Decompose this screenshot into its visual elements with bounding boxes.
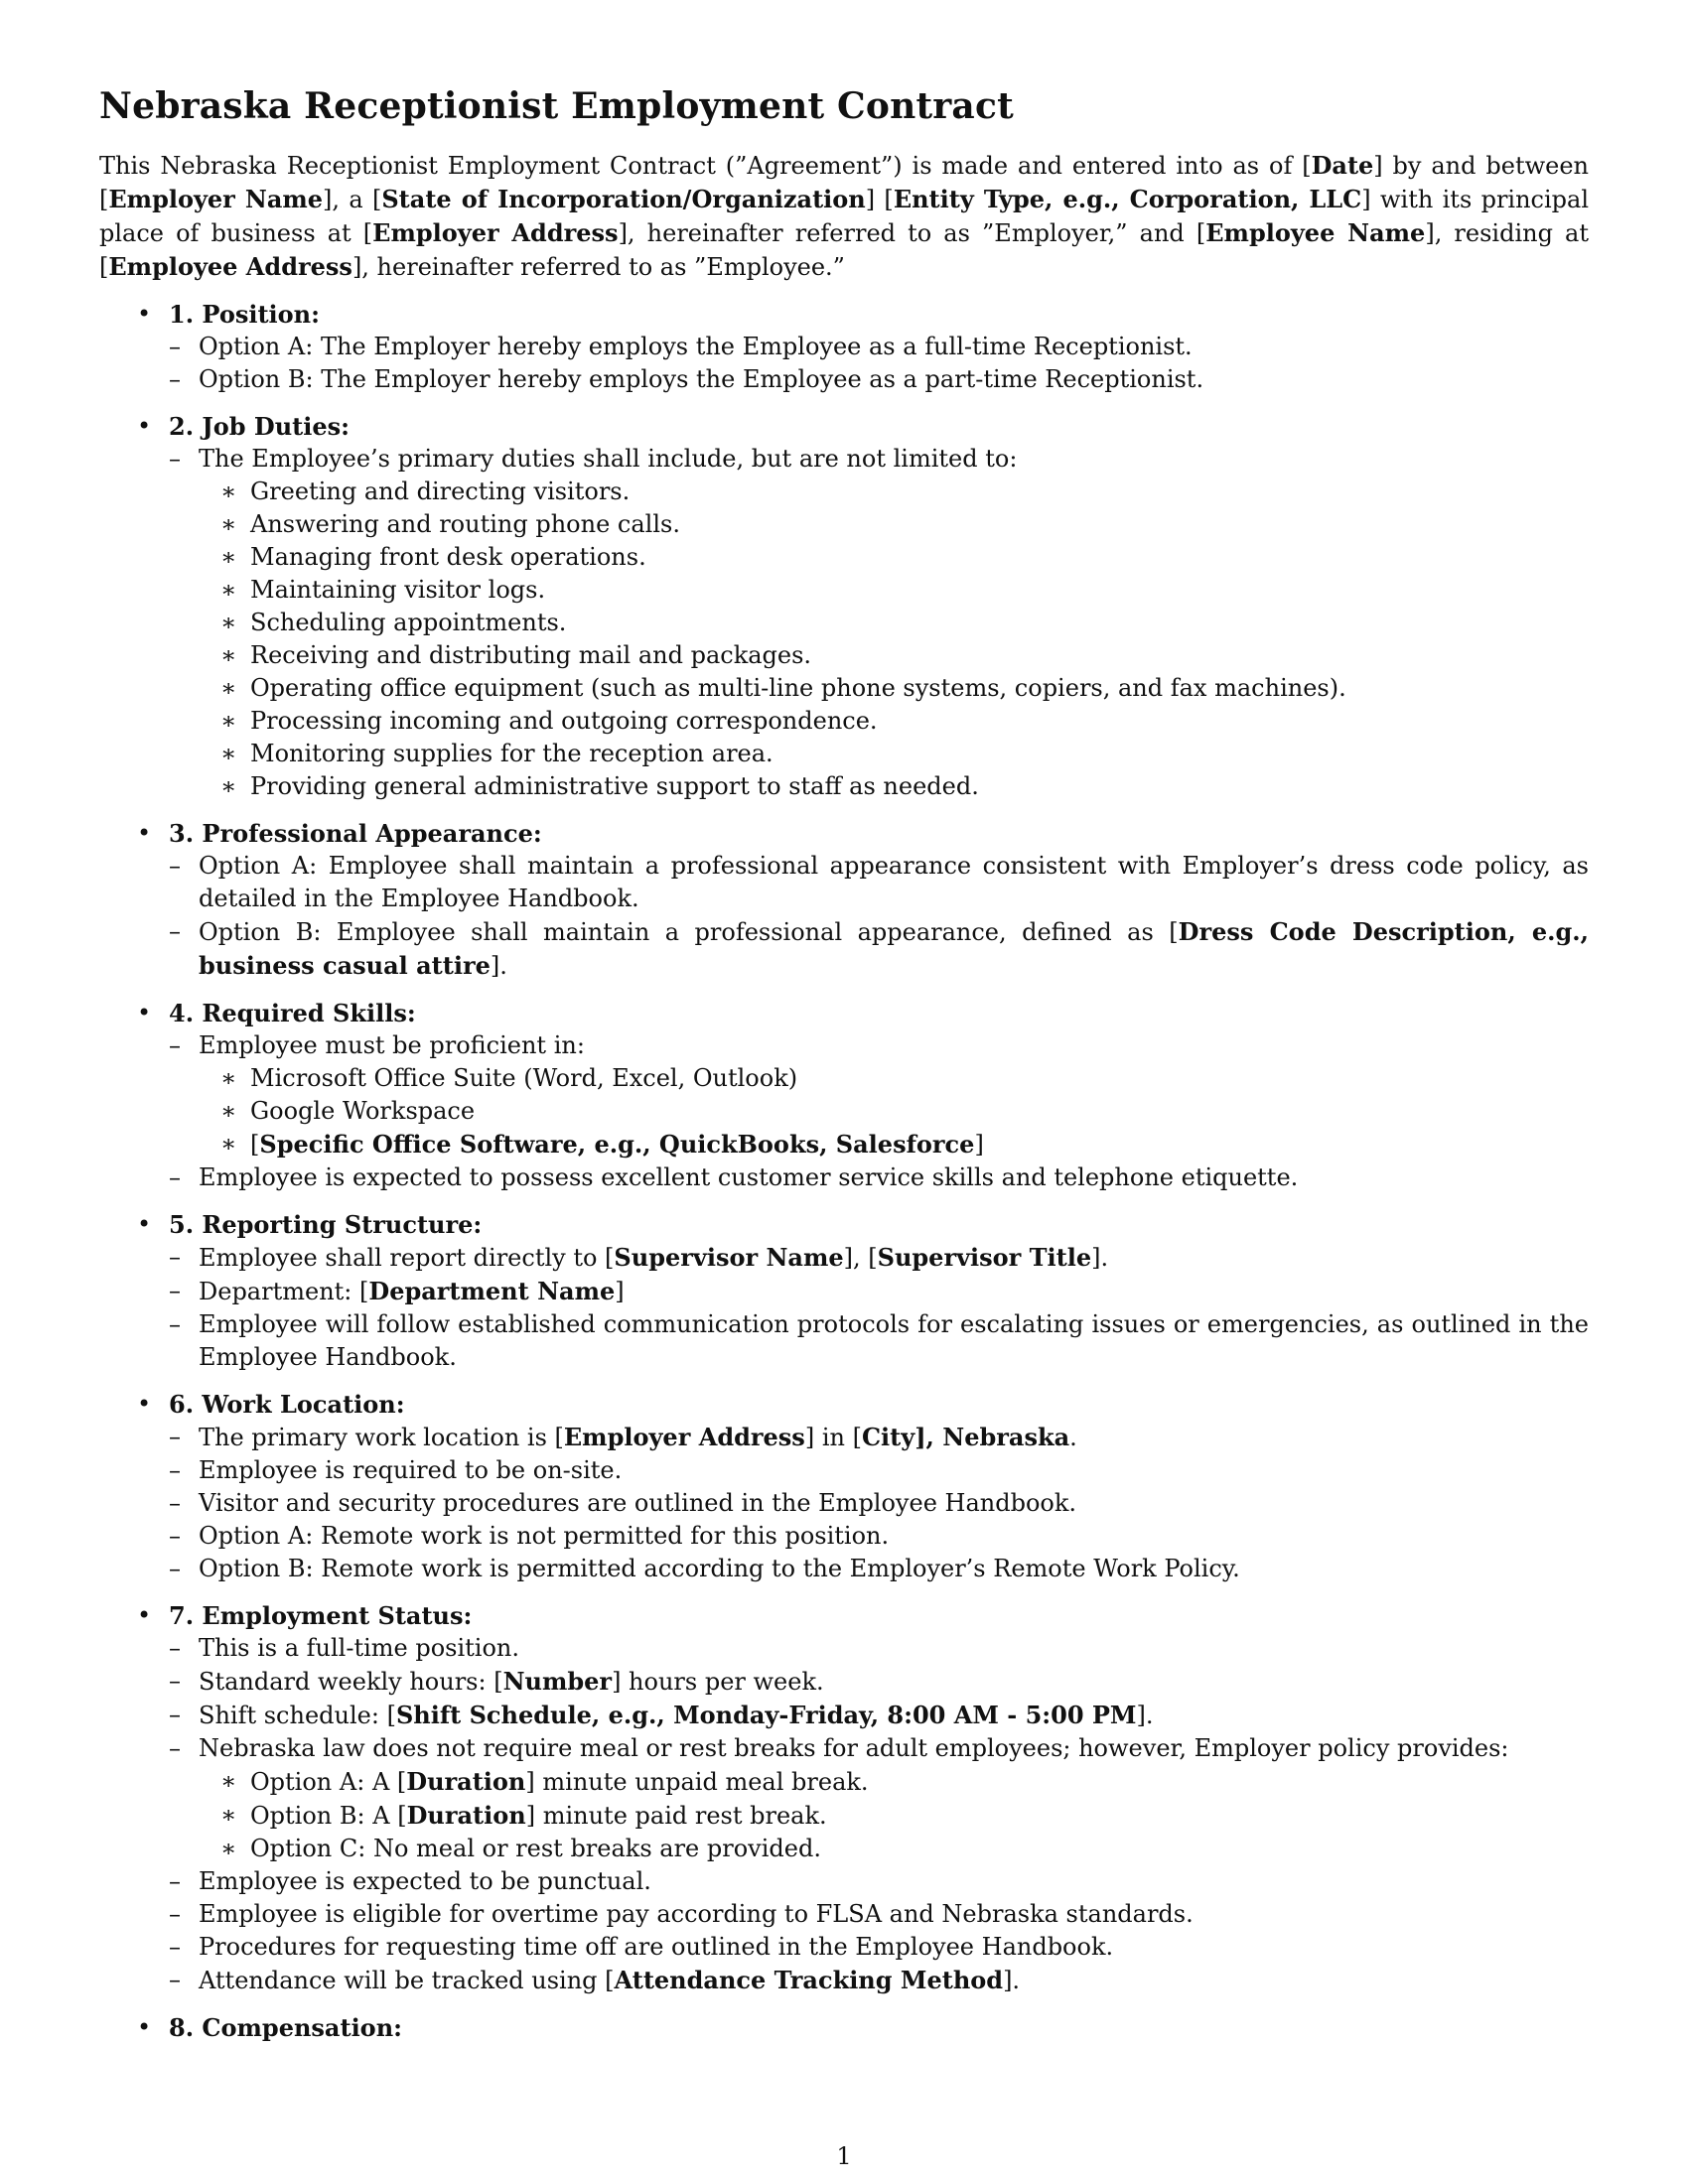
section-reporting-structure (99, 1208, 1589, 1374)
list-item: – Department: [Department Name] (169, 1277, 625, 1305)
section-compensation (99, 2011, 1589, 2044)
list-item: – Procedures for requesting time off are outlined in the Employee Handbook. (169, 1933, 1114, 1961)
document-page (99, 85, 1589, 2044)
bullet-icon: • (137, 2013, 152, 2041)
list-item: – Standard weekly hours: [Number] hours per week. (169, 1667, 824, 1696)
bullet-icon: • (137, 819, 152, 847)
bullet-icon: • (137, 1601, 152, 1629)
bullet-icon: • (137, 300, 152, 328)
section-heading: 4. Required Skills: (169, 999, 416, 1027)
list-item: ∗ Scheduling appointments. (220, 609, 567, 636)
list-item: ∗ [Specific Office Software, e.g., QuickBooks, Salesforce] (220, 1130, 984, 1159)
list-item: ∗ Maintaining visitor logs. (220, 576, 546, 604)
list-item: – Visitor and security procedures are outlined in the Employee Handbook. (169, 1489, 1077, 1517)
bullet-icon: • (137, 1210, 152, 1238)
list-item: ∗ Managing front desk operations. (220, 543, 646, 571)
section-position (99, 298, 1589, 396)
bullet-icon: • (137, 412, 152, 440)
list-item: ∗ Receiving and distributing mail and packages. (220, 641, 812, 669)
section-professional-appearance (99, 817, 1589, 983)
list-item: ∗ Monitoring supplies for the reception area. (220, 740, 774, 767)
section-heading: 5. Reporting Structure: (169, 1210, 483, 1239)
bullet-icon: • (137, 1390, 152, 1418)
section-job-duties (99, 410, 1589, 803)
list-item: – Option A: The Employer hereby employs the Employee as a full-time Receptionist. (169, 333, 1193, 360)
list-item: – Employee will follow established communication protocols for escalating issues or emergencies, as outlined in the Employee Handbook. (169, 1310, 1589, 1371)
list-item: ∗ Google Workspace (220, 1097, 476, 1125)
section-work-location (99, 1388, 1589, 1585)
list-item: ∗ Operating office equipment (such as multi-line phone systems, copiers, and fax machines). (220, 674, 1346, 702)
section-heading: 2. Job Duties: (169, 412, 351, 441)
page-number: 1 (836, 2142, 852, 2170)
list-item: ∗ Greeting and directing visitors. (220, 478, 631, 505)
intro-paragraph: This Nebraska Receptionist Employment Contract (”Agreement”) is made and entered into as of [Date] by and between [Employer Name], a [State of Incorporation/Organization] [Entity Type, e.g., Corporation, LLC] with its principal place of business at [Employer Address], hereinafter referred to as ”Employer,” and [Employee Name], residing at [Employee Address], hereinafter referred to as ”Employee.” (99, 151, 1590, 281)
list-item: – Employee is expected to possess excellent customer service skills and telephone etiquette. (169, 1163, 1299, 1191)
section-heading: 6. Work Location: (169, 1390, 405, 1419)
list-item: – Attendance will be tracked using [Attendance Tracking Method]. (169, 1966, 1021, 1994)
section-heading: 7. Employment Status: (169, 1601, 473, 1630)
list-item: – The primary work location is [Employer Address] in [City], Nebraska. (169, 1423, 1077, 1451)
list-item: ∗ Option C: No meal or rest breaks are provided. (220, 1835, 821, 1862)
section-heading: 8. Compensation: (169, 2013, 402, 2042)
list-item: ∗ Processing incoming and outgoing correspondence. (220, 707, 878, 735)
list-item: ∗ Providing general administrative support to staff as needed. (220, 772, 979, 800)
list-item: – Shift schedule: [Shift Schedule, e.g., Monday-Friday, 8:00 AM - 5:00 PM]. (169, 1701, 1154, 1729)
list-item: – Nebraska law does not require meal or rest breaks for adult employees; however, Employer policy provides: (169, 1734, 1509, 1762)
list-item: – The Employee’s primary duties shall include, but are not limited to: (169, 445, 1018, 473)
list-item: – Option B: Remote work is permitted according to the Employer’s Remote Work Policy. (169, 1555, 1240, 1582)
list-item: – Option A: Remote work is not permitted for this position. (169, 1522, 890, 1550)
list-item: – Employee is eligible for overtime pay according to FLSA and Nebraska standards. (169, 1900, 1194, 1928)
list-item: – Employee is expected to be punctual. (169, 1867, 651, 1895)
document-title: Nebraska Receptionist Employment Contract (99, 85, 1014, 127)
section-employment-status (99, 1599, 1589, 1997)
list-item: ∗ Microsoft Office Suite (Word, Excel, Outlook) (220, 1064, 798, 1092)
list-item: – Employee shall report directly to [Supervisor Name], [Supervisor Title]. (169, 1243, 1109, 1272)
list-item: – Option B: The Employer hereby employs the Employee as a part-time Receptionist. (169, 365, 1204, 393)
list-item: – Employee must be proficient in: (169, 1031, 585, 1059)
section-required-skills (99, 997, 1589, 1194)
section-heading: 1. Position: (169, 300, 320, 329)
list-item: – Option A: Employee shall maintain a professional appearance consistent with Employer’s dress code policy, as detailed in the Employee Handbook. (169, 852, 1589, 912)
list-item: – Employee is required to be on-site. (169, 1456, 623, 1484)
list-item: ∗ Answering and routing phone calls. (220, 510, 680, 538)
list-item: – This is a full-time position. (169, 1634, 520, 1662)
list-item: ∗ Option A: A [Duration] minute unpaid meal break. (220, 1767, 869, 1796)
bullet-icon: • (137, 999, 152, 1026)
list-item: – Option B: Employee shall maintain a professional appearance, defined as [Dress Code Description, e.g., business casual attire]. (169, 917, 1590, 980)
list-item: ∗ Option B: A [Duration] minute paid rest break. (220, 1801, 827, 1830)
section-heading: 3. Professional Appearance: (169, 819, 542, 848)
